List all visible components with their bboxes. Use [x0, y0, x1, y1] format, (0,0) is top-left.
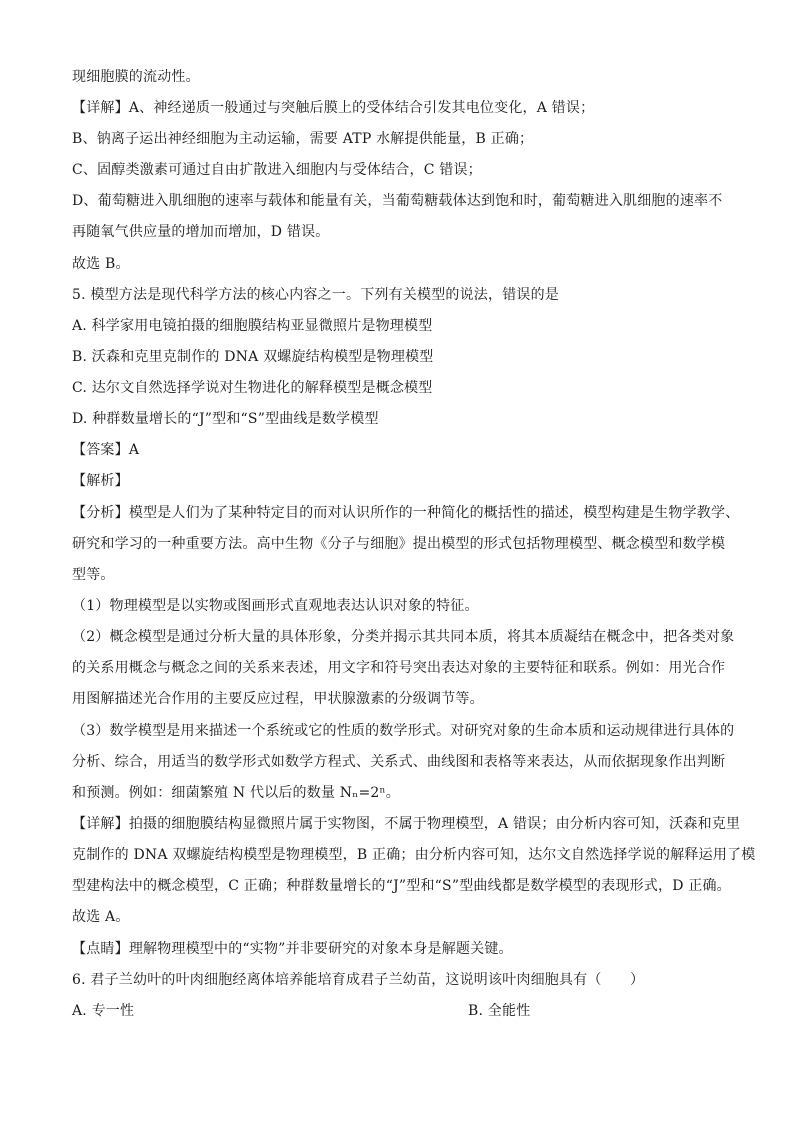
text-line: （2）概念模型是通过分析大量的具体形象，分类并揭示其共同本质，将其本质凝结在概念中，把各类对象: [72, 629, 735, 645]
text-line: 再随氧气供应量的增加而增加，D 错误。: [72, 224, 330, 240]
text-line: 型等。: [72, 567, 115, 583]
section-tag: 【 点睛 】: [72, 941, 129, 957]
analysis-heading: [72, 471, 734, 491]
text-line: （3）数学模型是用来描述一个系统或它的性质的数学形式。对研究对象的生命本质和运动规律进行具体的: [72, 723, 735, 739]
text-line: 现细胞膜的流动性。: [72, 69, 200, 85]
option-c: C. 达尔文自然选择学说对生物进化的解释模型是概念模型: [72, 380, 433, 396]
text-line: 用图解描述光合作用的主要反应过程，甲状腺激素的分级调节等。: [72, 691, 484, 707]
section-tag: 【 详解 】: [72, 816, 129, 832]
text-line: 【 点睛 】 理解物理模型中的“实物”并非要研究的对象本身是解题关键。: [72, 939, 734, 959]
text-line: B、钠离子运出神经细胞为主动运输，需要 ATP 水解提供能量，B 正确；: [72, 131, 534, 147]
text-line: 分析、综合，用适当的数学形式如数学方程式、关系式、曲线图和表格等来表达，从而依据现象作出判断: [72, 754, 726, 770]
option-b: B. 全能性: [468, 1003, 531, 1019]
section-tag: 【 解析 】: [72, 473, 129, 489]
text-line: （1）物理模型是以实物或图画形式直观地表达认识对象的特征。: [72, 598, 479, 614]
text-line: 【 详解 】 拍摄的细胞膜结构显微照片属于实物图，不属于物理模型，A 错误；由分析内容可知，沃森和克里: [72, 814, 734, 834]
option-d: D. 种群数量增长的“J”型和“S”型曲线是数学模型: [72, 411, 379, 427]
text-line: 和预测。例如：细菌繁殖 N 代以后的数量 Nₙ=2ⁿ。: [72, 785, 401, 801]
answer-line: 【 答案 】 A: [72, 440, 734, 460]
text-line: 的关系用概念与概念之间的关系来表述，用文字和符号突出表达对象的主要特征和联系。例如：用光合作: [72, 660, 726, 676]
text-line: 故选 A。: [72, 909, 130, 925]
option-a: A. 科学家用电镜拍摄的细胞膜结构亚显微照片是物理模型: [72, 318, 433, 334]
text-line: 故选 B。: [72, 256, 130, 272]
text-line: 型建构法中的概念模型，C 正确；种群数量增长的“J”型和“S”型曲线都是数学模型的表现形式，D 正确。: [72, 878, 731, 894]
text-line: 克制作的 DNA 双螺旋结构模型是物理模型，B 正确；由分析内容可知，达尔文自然选择学说的解释运用了模: [72, 847, 756, 863]
section-tag: 【 详解 】: [72, 100, 129, 116]
section-tag: 【 分析 】: [72, 505, 129, 521]
text-line: 【 详解 】 A、神经递质一般通过与突触后膜上的受体结合引发其电位变化，A 错误；: [72, 98, 734, 118]
section-tag: 【 答案 】: [72, 442, 129, 458]
option-a: A. 专一性: [72, 1003, 135, 1019]
option-b: B. 沃森和克里克制作的 DNA 双螺旋结构模型是物理模型: [72, 349, 434, 365]
text-line: C、固醇类激素可通过自由扩散进入细胞内与受体结合，C 错误；: [72, 162, 482, 178]
text-line: 研究和学习的一种重要方法。高中生物《分子与细胞》提出模型的形式包括物理模型、概念模型和数学模: [72, 536, 726, 552]
question-6-options: [72, 1001, 734, 1021]
question-5-stem: 5. 模型方法是现代科学方法的核心内容之一。下列有关模型的说法，错误的是: [72, 287, 560, 303]
text-line: 【 分析 】 模型是人们为了某种特定目的而对认识所作的一种简化的概括性的描述，模型构建是生物学教学、: [72, 503, 734, 523]
question-6-stem: 6. 君子兰幼叶的叶肉细胞经离体培养能培育成君子兰幼苗，这说明该叶肉细胞具有（ ）: [72, 972, 645, 988]
text-line: D、葡萄糖进入肌细胞的速率与载体和能量有关，当葡萄糖载体达到饱和时，葡萄糖进入肌细胞的速率不: [72, 193, 723, 209]
